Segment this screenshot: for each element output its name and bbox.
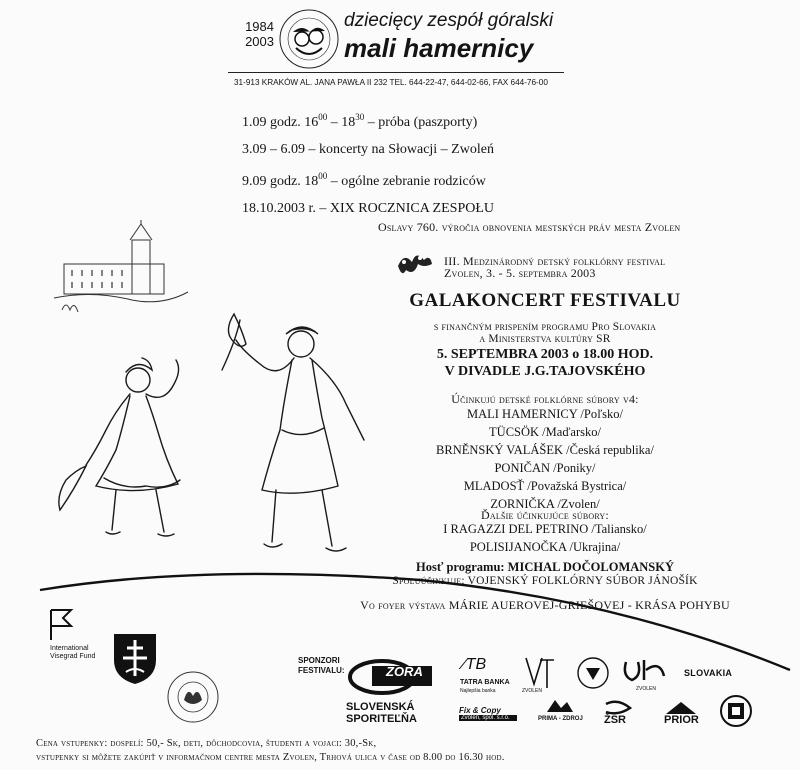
ensemble-title: mali hamernicy — [344, 33, 534, 63]
crest-logo-icon — [716, 694, 756, 728]
prima-zdroj-text: PRIMA - ZDROJ — [538, 716, 583, 722]
zvolen-coat-of-arms-icon — [112, 632, 158, 686]
ticket-sale-line: vstupenky si môžete zakúpiť v informačnom centre mesta Zvolen, Trhová ulica v čase od 8.00 do 16.30 hod. — [36, 752, 505, 763]
dancers-drawing — [46, 300, 376, 570]
sponsors-label: SPONZORI FESTIVALU: — [298, 656, 345, 675]
round-emblem-icon — [576, 656, 610, 690]
slovakia-logo: SLOVAKIA — [684, 668, 733, 678]
gala-title: GALAKONCERT FESTIVALU — [409, 290, 681, 311]
round-seal-icon — [166, 670, 220, 724]
ensembles-list — [380, 405, 710, 513]
celebration-line: Oslavy 760. výročia obnovenia mestských práv mesta Zvolen — [378, 220, 681, 234]
schedule-item: 18.10.2003 r. – XIX ROCZNICA ZESPOŁU — [242, 201, 495, 216]
ensemble-item: BRNĚNSKÝ VALÁŠEK /Česká republika/ — [436, 443, 654, 457]
ensemble-item: TÜCSÖK /Maďarsko/ — [489, 425, 601, 439]
support-line-1: s finančným prispením programu Pro Slovakia — [433, 321, 657, 333]
other-ensembles-list — [380, 520, 710, 556]
ensemble-item: MLADOSŤ /Považská Bystrica/ — [463, 479, 627, 493]
ensembles-heading: Účinkujú detské folklórne súbory v4: — [451, 392, 639, 406]
slovenska-sporitelna-logo: SLOVENSKÁ SPORITEĽŇA — [346, 701, 417, 725]
tatra-banka-tagline: Najlepšia banka — [460, 688, 496, 694]
festival-emblem — [394, 248, 434, 282]
date-line: 5. SEPTEMBRA 2003 o 18.00 HOD. — [436, 347, 654, 362]
years-block — [234, 19, 274, 49]
zsr-zvolen-logo — [620, 656, 668, 688]
prior-text: PRIOR — [664, 714, 699, 726]
ensemble-subtitle: dziecięcy zespół góralski — [344, 10, 554, 31]
schedule-item: 3.09 – 6.09 – koncerty na Słowacji – Zwoleń — [242, 142, 494, 157]
tatra-banka-text: TATRA BANKA — [460, 679, 510, 686]
other-ensemble-item: POLISIJANOČKA /Ukrajina/ — [469, 540, 621, 554]
ensemble-item: PONIČAN /Poniky/ — [494, 461, 596, 475]
venue-line: V DIVADLE J.G.TAJOVSKÉHO — [444, 364, 646, 379]
ensemble-item: MALI HAMERNICY /Poľsko/ — [466, 407, 623, 421]
ensemble-item: ZORNIČKA /Zvolen/ — [490, 497, 600, 511]
visegrad-fund-icon — [49, 608, 75, 642]
prima-zdroj-logo-icon — [545, 698, 575, 716]
ensemble-address: 31-913 KRAKÓW AL. JANA PAWŁA II 232 TEL. 644-22-47, 644-02-66, FAX 644-76-00 — [234, 78, 548, 87]
cooperation-line: Spoluúčinkuje: VOJENSKÝ FOLKLÓRNY SÚBOR JÁNOŠÍK — [392, 575, 698, 587]
guest-line: Hosť programu: MICHAL DOČOLOMANSKÝ — [415, 560, 675, 574]
fix-copy-logo: Fix & Copy Zvolen, spol. s.r.o. — [459, 706, 517, 721]
tatra-banka-mark: ⁄TB — [463, 656, 487, 673]
schedule-list — [242, 104, 494, 222]
support-line-2: a Ministerstva kultúry SR — [479, 333, 611, 345]
festival-line-2: Zvolen, 3. - 5. septembra 2003 — [444, 266, 596, 280]
ensemble-logo — [278, 6, 340, 72]
zsr-text: ŽSR — [604, 714, 626, 726]
visegrad-fund-label: International Visegrad Fund — [50, 645, 96, 660]
schedule-item: 9.09 godz. $18^{00}$ – ogólne zebranie rodziców — [242, 171, 486, 189]
zsr-zvolen-text: ZVOLEN — [636, 686, 657, 692]
year-start: 1984 — [245, 19, 274, 34]
vt-zvolen-text: ZVOLEN — [522, 688, 543, 694]
festival-line-1: III. Medzinárodný detský folklórny festival — [444, 254, 666, 268]
ticket-price-line: Cena vstupenky: dospelí: 50,- Sk, deti, dôchodcovia, študenti a vojaci: 30,-Sk, — [36, 738, 377, 749]
header-rule — [228, 72, 564, 73]
other-ensemble-item: I RAGAZZI DEL PETRINO /Taliansko/ — [443, 522, 647, 536]
exhibition-line: Vo foyer výstava MÁRIE AUEROVEJ-GRIEŠOVEJ - KRÁSA POHYBU — [360, 598, 730, 612]
schedule-item: 1.09 godz. $16^{00} - 18^{30}$ – próba (paszporty) — [242, 112, 478, 130]
year-end: 2003 — [245, 34, 274, 49]
zora-text: ZORA — [386, 664, 423, 679]
other-heading: Ďalšie účinkujúce súbory: — [481, 508, 609, 522]
